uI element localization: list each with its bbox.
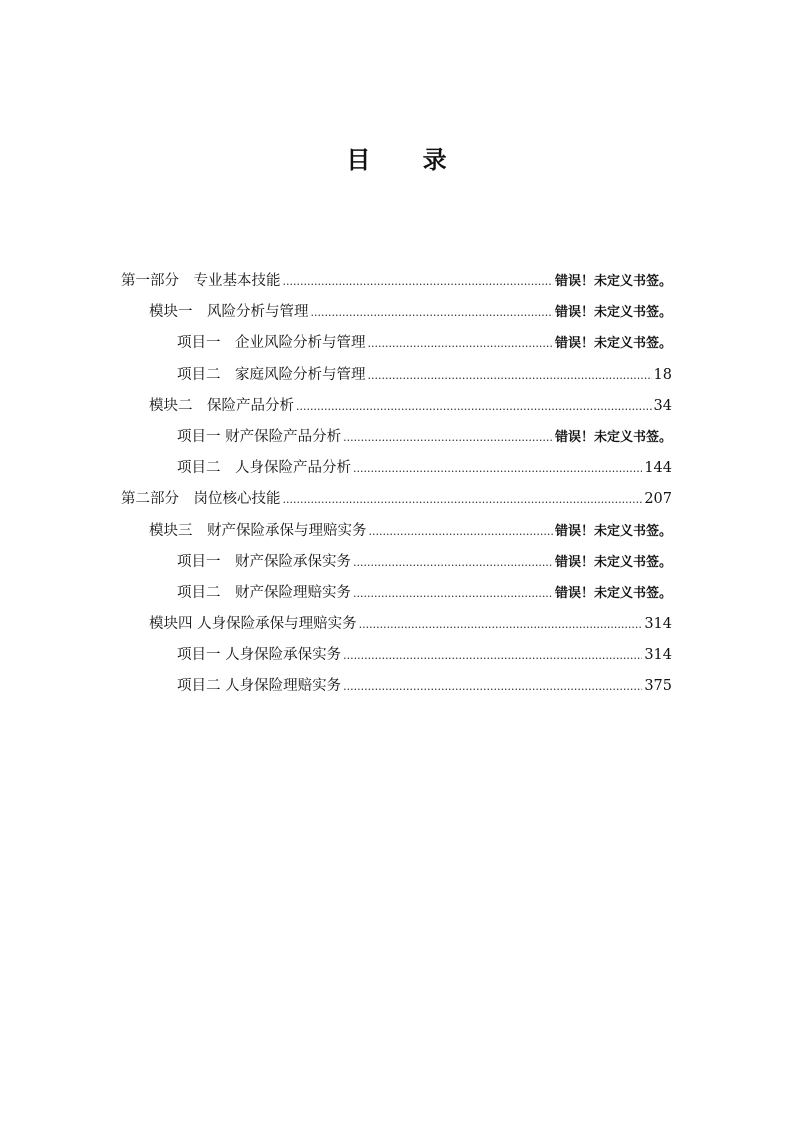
toc-dot-leader (359, 609, 643, 640)
page-title: 目 录 (346, 146, 469, 174)
toc-entry-label: 模块四 人身保险承保与理赔实务 (149, 616, 357, 633)
toc-entry-page: 错误！未定义书签。 (554, 585, 672, 601)
toc-entry-label: 项目一 财产保险产品分析 (177, 428, 342, 445)
toc-entry-label: 项目二 财产保险理赔实务 (177, 584, 351, 601)
toc-entry-page: 207 (644, 491, 672, 508)
toc-dot-leader (369, 516, 553, 547)
toc-entry-page: 错误！未定义书签。 (554, 336, 672, 352)
toc-entry[interactable] (121, 360, 672, 391)
toc-entry-label: 项目一 财产保险承保实务 (177, 553, 351, 570)
toc-dot-leader (343, 640, 642, 671)
toc-entry-label: 项目一 企业风险分析与管理 (177, 335, 366, 352)
toc-dot-leader (343, 671, 642, 702)
toc-entry-label: 模块二 保险产品分析 (149, 397, 294, 414)
toc-entry[interactable] (121, 391, 672, 422)
toc-entry-page: 错误！未定义书签。 (554, 274, 672, 289)
toc-dot-leader (283, 266, 553, 297)
toc-entry[interactable] (121, 516, 672, 547)
toc-dot-leader (353, 547, 553, 578)
toc-entry-page: 错误！未定义书签。 (554, 554, 672, 570)
toc-entry[interactable] (121, 266, 672, 297)
toc-entry[interactable] (121, 453, 672, 484)
toc-entry-page: 错误！未定义书签。 (554, 523, 672, 539)
toc-dot-leader (353, 453, 642, 484)
toc-dot-leader (368, 360, 652, 391)
toc-entry-label: 项目二 家庭风险分析与管理 (177, 366, 366, 383)
toc-entry-page: 错误！未定义书签。 (554, 305, 672, 321)
toc-entry-page: 错误！未定义书签。 (554, 429, 672, 445)
toc-dot-leader (343, 422, 553, 453)
toc-entry-label: 模块一 风险分析与管理 (149, 304, 309, 321)
toc-entry-page: 144 (644, 460, 672, 477)
toc-entry[interactable] (121, 484, 672, 515)
toc-entry-label: 第二部分 岗位核心技能 (121, 491, 281, 508)
toc-entry[interactable] (121, 609, 672, 640)
toc-entry-label: 模块三 财产保险承保与理赔实务 (149, 522, 367, 539)
toc-entry-page: 18 (653, 366, 672, 383)
toc-dot-leader (311, 297, 553, 328)
toc-entry-page: 314 (644, 616, 672, 633)
toc-entry-label: 项目一 人身保险承保实务 (177, 647, 342, 664)
toc-dot-leader (353, 578, 553, 609)
toc-entry[interactable] (121, 640, 672, 671)
toc-entry[interactable] (121, 547, 672, 578)
toc-entry[interactable] (121, 578, 672, 609)
toc-entry[interactable] (121, 422, 672, 453)
toc-dot-leader (283, 484, 643, 515)
table-of-contents (121, 266, 672, 703)
toc-entry[interactable] (121, 328, 672, 359)
toc-dot-leader (296, 391, 652, 422)
toc-entry-page: 34 (653, 397, 672, 414)
toc-entry-label: 项目二 人身保险理赔实务 (177, 678, 342, 695)
toc-entry-label: 项目二 人身保险产品分析 (177, 460, 351, 477)
toc-entry[interactable] (121, 671, 672, 702)
toc-entry-label: 第一部分 专业基本技能 (121, 273, 281, 289)
toc-dot-leader (368, 328, 553, 359)
toc-entry-page: 375 (644, 678, 672, 695)
toc-entry[interactable] (121, 297, 672, 328)
toc-entry-page: 314 (644, 647, 672, 664)
